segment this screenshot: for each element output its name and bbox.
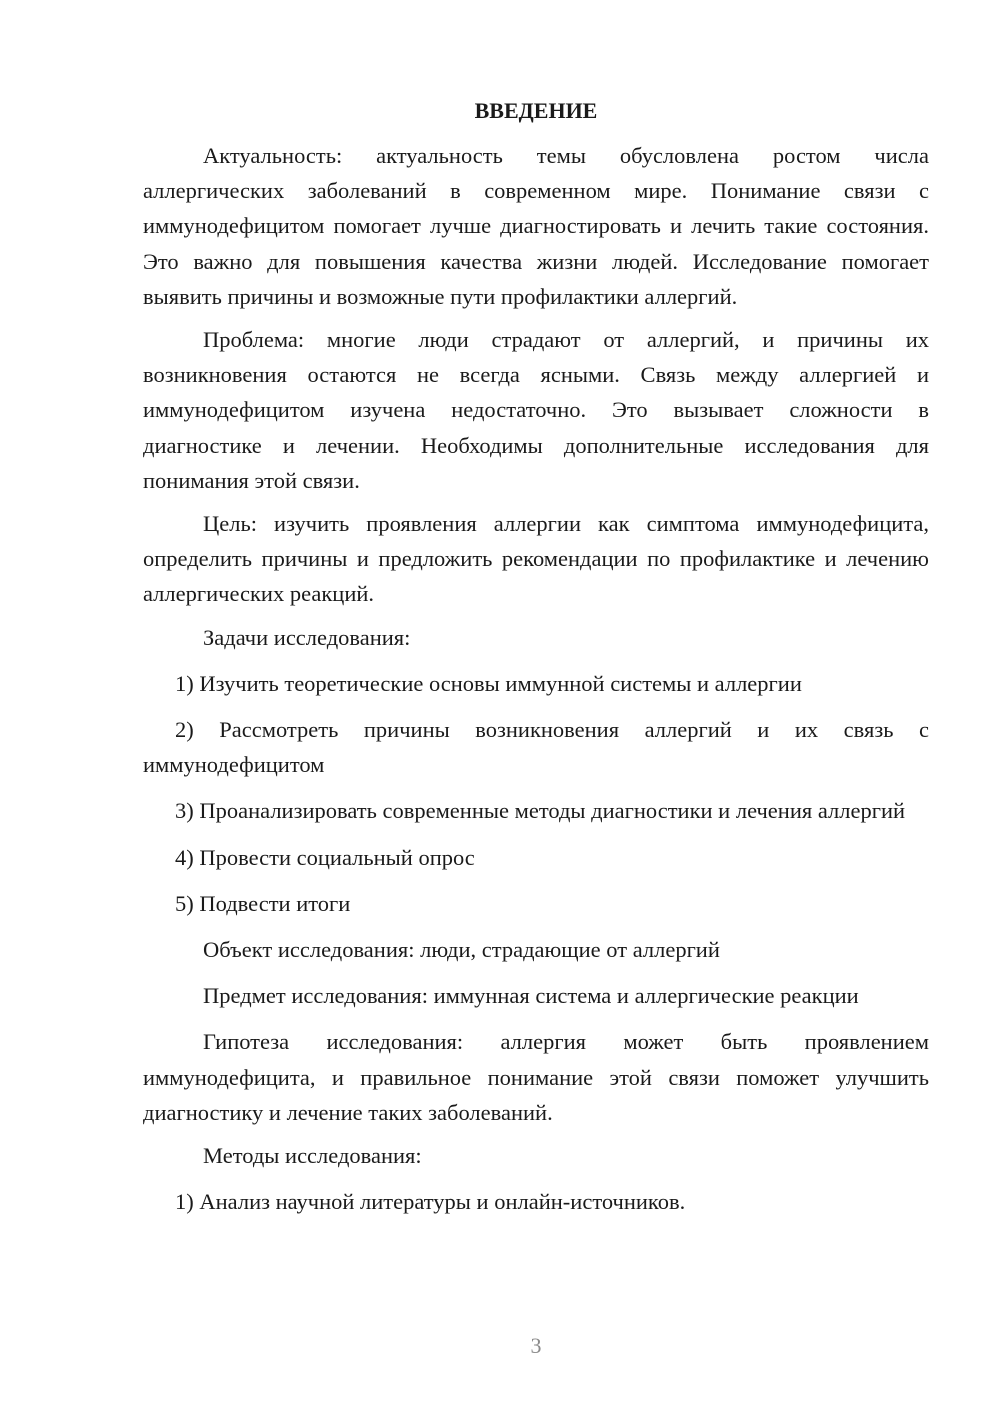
task-item-5: 5) Подвести итоги bbox=[175, 890, 351, 916]
hypothesis-paragraph: Гипотеза исследования: аллергия может быть проявлением иммунодефицита, и правильное понимание этой связи поможет улучшить диагностику и лечение таких заболеваний. bbox=[143, 1029, 929, 1125]
subject-paragraph: Предмет исследования: иммунная система и аллергические реакции bbox=[203, 983, 859, 1009]
page-number: 3 bbox=[530, 1333, 542, 1358]
section-title: ВВЕДЕНИЕ bbox=[474, 98, 598, 123]
tasks-heading: Задачи исследования: bbox=[203, 624, 411, 650]
goal-paragraph: Цель: изучить проявления аллергии как симптома иммунодефицита, определить причины и предложить рекомендации по профилактике и лечению аллергических реакций. bbox=[143, 511, 929, 607]
object-paragraph: Объект исследования: люди, страдающие от аллергий bbox=[203, 937, 720, 963]
problem-paragraph: Проблема: многие люди страдают от аллергий, и причины их возникновения остаются не всегда ясными. Связь между аллергией и иммунодефицитом изучена недостаточно. Это вызывает сложности в диагностике и лечении. Необходимы дополнительные исследования для понимания этой связи. bbox=[143, 327, 929, 493]
method-item-1: 1) Анализ научной литературы и онлайн-источников. bbox=[175, 1189, 686, 1215]
relevance-paragraph: Актуальность: актуальность темы обусловлена ростом числа аллергических заболеваний в современном мире. Понимание связи с иммунодефицитом помогает лучше диагностировать и лечить такие состояния. Это важно для повышения качества жизни людей. Исследование помогает выявить причины и возможные пути профилактики аллергий. bbox=[143, 143, 929, 309]
task-item-1: 1) Изучить теоретические основы иммунной системы и аллергии bbox=[175, 670, 802, 696]
methods-heading: Методы исследования: bbox=[203, 1143, 422, 1169]
task-item-2: 2) Рассмотреть причины возникновения аллергий и их связь с иммунодефицитом bbox=[143, 717, 929, 778]
task-item-4: 4) Провести социальный опрос bbox=[175, 844, 475, 870]
task-item-3: 3) Проанализировать современные методы диагностики и лечения аллергий bbox=[175, 798, 906, 824]
document-page bbox=[143, 96, 929, 1230]
